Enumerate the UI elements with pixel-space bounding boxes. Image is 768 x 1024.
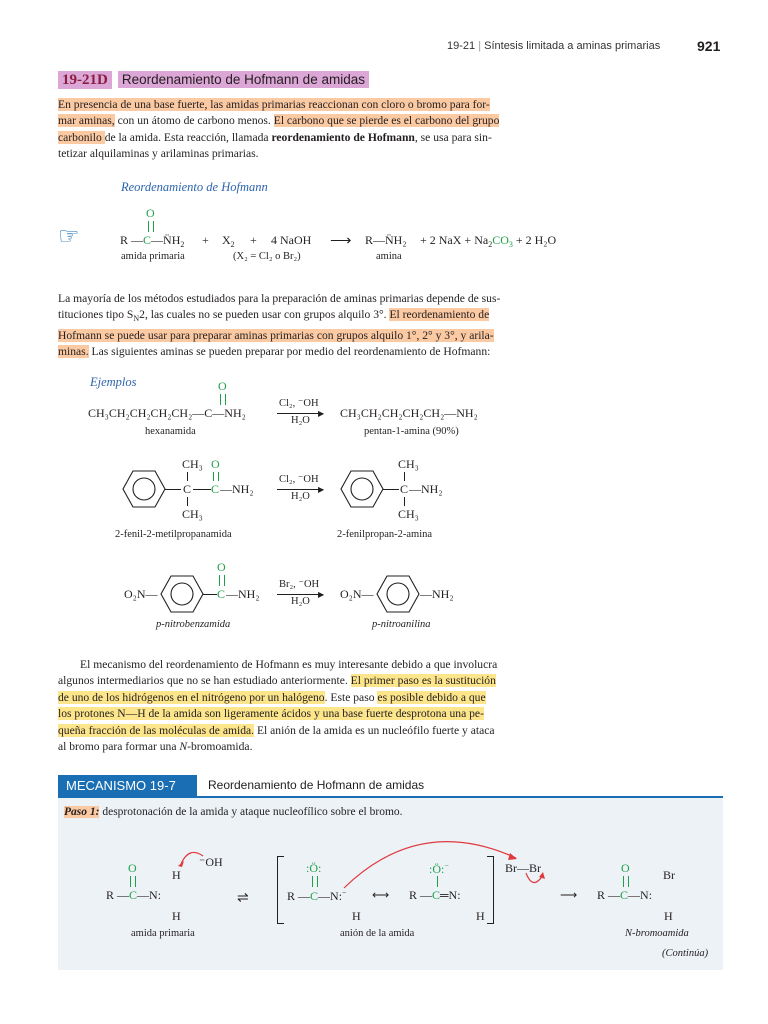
header-title: Síntesis limitada a aminas primarias	[484, 40, 661, 52]
ex2-reagent-bottom: H₂O	[291, 491, 310, 502]
continua-note: (Continúa)	[662, 948, 709, 959]
examples-label: Ejemplos	[90, 375, 137, 389]
scheme-halogen-note: (X₂ = Cl₂ o Br₂)	[233, 251, 301, 262]
para2-text-4: Hofmann se puede usar para preparar aminas primarias con grupos alquilo 1°, 2° y 3°, y arila-	[58, 328, 494, 342]
ex2-carbonyl-c: C	[211, 482, 220, 496]
ex3-arrowhead: ▶	[318, 590, 325, 599]
ex3-product-name: p-nitroanilina	[372, 619, 431, 630]
ex2-bond-bottom	[187, 497, 188, 506]
ex2-arrowhead: ▶	[318, 485, 325, 494]
ex2-product-bond-bottom	[404, 497, 405, 506]
para2-text-1: La mayoría de los métodos estudiados para la preparación de aminas primarias depende de sus-	[58, 292, 501, 305]
scheme-base: 4 NaOH	[271, 233, 312, 247]
para3-text-9: El anión de la amida es un nucleófilo fuerte y ataca	[254, 723, 495, 737]
mech-forward-arrow: ⟶	[560, 888, 578, 902]
para3-text-4: de uno de los hidrógenos en el nitrógeno por un halógeno	[58, 690, 325, 704]
para3-text-2: algunos intermediarios que no se han estudiado anteriormente.	[58, 674, 351, 688]
mech-product-double-bond	[623, 876, 629, 887]
ex3-amide-nh2: —NH₂	[226, 587, 260, 601]
mech-amide-core: R —C—N:	[106, 888, 162, 902]
mech-bromine: Br—Br	[505, 861, 541, 875]
ex1-arrowhead: ▶	[318, 409, 325, 418]
scheme-double-bond	[148, 221, 154, 232]
ex2-product-methyl-bottom: CH₃	[398, 507, 419, 521]
para3-text-1: El mecanismo del reordenamiento de Hofmann es muy interesante debido a que involucra	[80, 658, 498, 671]
scheme-reactant: R $—C—N̈H_2$	[120, 233, 185, 249]
mech-anion1-double-bond	[312, 876, 318, 887]
ex2-product-bond-top	[404, 472, 405, 481]
ex2-double-bond	[213, 472, 219, 481]
mech-amide-label: amida primaria	[131, 928, 195, 939]
para2-text-2: tituciones tipo S	[58, 308, 134, 322]
ex2-benzene-ring	[122, 469, 166, 509]
mech-anion-label: anión de la amida	[340, 928, 415, 939]
step-label: Paso 1:	[64, 806, 100, 818]
mech-resonance-arrow: ⟷	[372, 888, 390, 902]
intro-text-2: mar aminas,	[58, 114, 115, 128]
para3-text-5: . Este paso	[324, 690, 378, 704]
section-number: 19-21D	[58, 71, 112, 89]
paragraph-2	[58, 291, 522, 361]
mech-product-core: R —C—N:	[597, 888, 653, 902]
ex2-ring-bond	[165, 489, 181, 490]
ex1-reactant: CH₃CH₂CH₂CH₂CH₂—C—NH₂	[88, 406, 246, 420]
para2-text-2c: 2, las cuales no se pueden usar con grupos alquilo 3°.	[139, 308, 390, 322]
intro-term: reordenamiento de Hofmann	[271, 130, 415, 144]
ex1-reagent-bottom: H₂O	[291, 415, 310, 426]
scheme-reactant-label: amida primaria	[121, 251, 185, 262]
ex2-product-ring-bond	[383, 489, 399, 490]
intro-text-4: El carbono que se pierde es el carbono del grupo	[273, 114, 500, 128]
ex2-amide-nh2: —NH₂	[220, 482, 254, 496]
mech-amide-oxygen: O	[128, 861, 137, 875]
mech-anion2-core: R —C═N:	[409, 888, 461, 902]
ex1-reagent-top: Cl₂, ⁻OH	[279, 398, 319, 409]
ex2-quaternary-c: C	[183, 482, 192, 496]
mech-anion2-h: H	[476, 909, 485, 923]
scheme-product-label: amina	[376, 251, 402, 262]
page-number: 921	[697, 38, 721, 54]
para3-text-11: N	[179, 740, 188, 754]
mech-product-h: H	[664, 909, 673, 923]
para3-text-8: queña fracción de las moléculas de amida.	[58, 723, 255, 737]
scheme-label: Reordenamiento de Hofmann	[121, 180, 268, 194]
ex3-reagent-top: Br₂, ⁻OH	[279, 579, 320, 590]
scheme-arrow: ⟶	[330, 233, 352, 249]
ex3-product-nh2: —NH₂	[420, 587, 454, 601]
ex3-product-o2n: O₂N—	[340, 587, 374, 601]
intro-text-3: con un átomo de carbono menos.	[114, 114, 274, 128]
running-header	[447, 40, 660, 52]
ex3-oxygen: O	[217, 560, 226, 574]
ex2-product-benzene-ring	[340, 469, 384, 509]
mech-amide-h-bottom: H	[172, 909, 181, 923]
mech-product-label-text: N-bromoamida	[625, 928, 689, 939]
para2-sn: N	[133, 314, 140, 324]
scheme-plus-2: +	[250, 233, 257, 247]
ex1-reactant-name: hexanamida	[145, 426, 196, 437]
ex3-benzene-ring	[160, 574, 204, 614]
para2-text-6: Las siguientes aminas se pueden preparar por medio del reordenamiento de Hofmann:	[88, 345, 491, 359]
mech-curved-arrow-1	[175, 848, 205, 870]
hand-pointer-icon: ☞	[58, 224, 80, 250]
scheme-oxygen: O	[146, 206, 155, 220]
ex3-product-benzene-ring	[376, 574, 420, 614]
ex2-methyl-bottom: CH₃	[182, 507, 203, 521]
ex3-ring-bond	[203, 594, 217, 595]
byproducts-part-1: + 2 NaX + Na	[420, 233, 489, 247]
mech-anion1-core: R —C—N:−	[287, 888, 347, 903]
ex3-carbonyl-c: C	[217, 587, 226, 601]
intro-text-6: de la amida. Esta reacción, llamada	[104, 130, 272, 144]
ex3-reagent-bottom: H₂O	[291, 596, 310, 607]
mech-curved-arrow-2	[340, 834, 520, 892]
step-text: desprotonación de la amida y ataque nucleofílico sobre el bromo.	[99, 806, 403, 818]
mechanism-tag: MECANISMO 19-7	[58, 775, 197, 796]
ex2-reagent-top: Cl₂, ⁻OH	[279, 474, 319, 485]
para2-text-3: El reordenamiento de	[389, 308, 490, 322]
scheme-halogen: $X_2$	[222, 233, 235, 249]
paragraph-3	[58, 657, 522, 755]
para2-text-5: minas.	[58, 345, 89, 359]
mech-product-label	[625, 928, 689, 939]
mech-product-oxygen: O	[621, 861, 630, 875]
para3-text-7: los protones N—H de la amida son ligeramente ácidos y una base fuerte desprotona una pe-	[58, 707, 484, 721]
ex2-product-name: 2-fenilpropan-2-amina	[337, 529, 433, 540]
ex3-double-bond	[219, 575, 225, 586]
ex1-double-bond	[220, 394, 226, 405]
ex1-arrow	[277, 413, 323, 414]
scheme-product: R—N̈H₂	[365, 233, 407, 247]
ex2-bond-top	[187, 472, 188, 481]
intro-text-5: carbonilo	[58, 130, 105, 144]
mech-equilibrium-arrow: ⇌	[237, 891, 249, 906]
mechanism-step	[64, 804, 403, 820]
ex3-arrow	[277, 594, 323, 595]
ex2-product-nh2: —NH₂	[409, 482, 443, 496]
ex3-reactant-name: p-nitrobenzamida	[156, 619, 231, 630]
header-section: 19-21	[447, 40, 476, 52]
ex1-oxygen: O	[218, 379, 227, 393]
ex2-product-c: C	[400, 482, 409, 496]
ex2-methyl-top: CH₃	[182, 457, 203, 471]
byproducts-co3: CO	[492, 233, 509, 247]
ex3-o2n: O₂N—	[124, 587, 158, 601]
header-divider: |	[478, 40, 485, 52]
ex2-reactant-name: 2-fenil-2-metilpropanamida	[115, 529, 232, 540]
para3-text-12: -bromoamida.	[187, 740, 253, 754]
mech-product-br: Br	[663, 868, 675, 882]
mech-amide-double-bond	[130, 876, 136, 887]
mech-amide-h-top: H	[172, 868, 181, 882]
para3-text-3: El primer paso es la sustitución	[350, 674, 496, 688]
ex1-product-name: pentan-1-amina (90%)	[364, 426, 459, 437]
scheme-plus-1: +	[202, 233, 209, 247]
mech-anion1-h: H	[352, 909, 361, 923]
ex1-product: CH₃CH₂CH₂CH₂CH₂—NH₂	[340, 406, 478, 420]
mech-curved-arrow-3	[521, 869, 547, 891]
ex2-bond-c-c	[193, 489, 211, 490]
ex2-product-methyl-top: CH₃	[398, 457, 419, 471]
intro-text-9: tetizar alquilaminas y arilaminas primarias.	[58, 147, 259, 161]
intro-paragraph	[58, 97, 522, 163]
mech-bracket-left	[277, 856, 284, 924]
para3-text-6: es posible debido a que	[377, 690, 486, 704]
byproducts-part-2: + 2 H₂O	[515, 233, 557, 247]
intro-text-8: , se usa para sin-	[414, 130, 492, 144]
ex2-oxygen: O	[211, 457, 220, 471]
mechanism-header-bar	[58, 775, 723, 798]
para3-text-10: al bromo para formar una	[58, 740, 180, 754]
mech-anion1-oxygen: :Ö:	[306, 861, 322, 875]
ex2-arrow	[277, 489, 323, 490]
mech-hydroxide: ⁻OH	[199, 855, 223, 869]
section-heading	[58, 71, 369, 92]
section-title: Reordenamiento de Hofmann de amidas	[118, 71, 369, 88]
scheme-byproducts: + 2 NaX + $Na_2CO_3 + 2$ H₂O	[420, 233, 557, 249]
mechanism-title: Reordenamiento de Hofmann de amidas	[208, 778, 425, 792]
intro-text-1: En presencia de una base fuerte, las amidas primarias reaccionan con cloro o bromo para for-	[58, 98, 490, 111]
mech-anion2-oxygen: :Ö:−	[429, 861, 449, 876]
